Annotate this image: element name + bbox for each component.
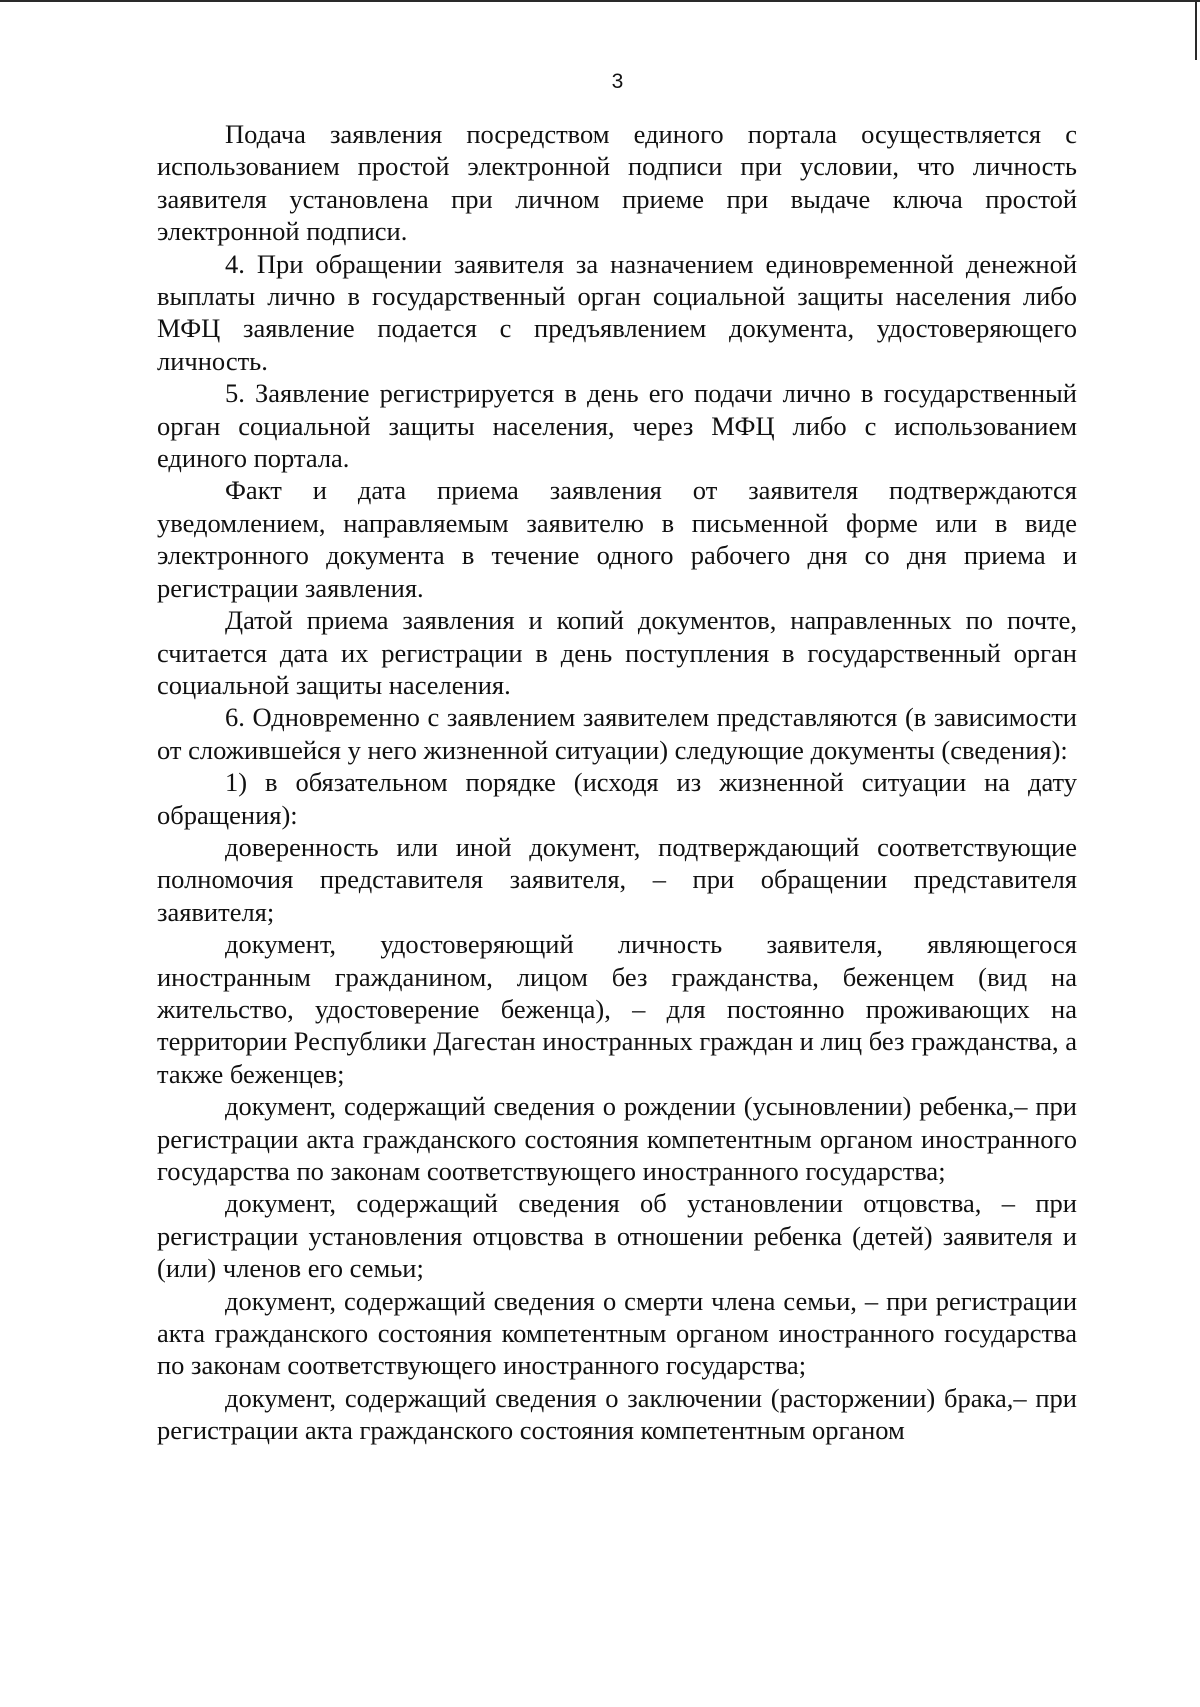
paragraph: документ, содержащий сведения о заключении (расторжении) брака,– при регистрации акта гражданского состояния компетентным органом [157, 1382, 1077, 1446]
paragraph: Факт и дата приема заявления от заявителя подтверждаются уведомлением, направляемым заявителю в письменной форме или в виде электронного документа в течение одного рабочего дня со дня приема и регистрации заявления. [157, 475, 1077, 603]
paragraph: 6. Одновременно с заявлением заявителем представляются (в зависимости от сложившейся у него жизненной ситуации) следующие документы (сведения): [157, 702, 1077, 765]
document-body [157, 118, 1077, 1447]
paragraph: 1) в обязательном порядке (исходя из жизненной ситуации на дату обращения): [157, 767, 1077, 830]
scan-top-edge [0, 0, 1200, 2]
paragraph: документ, содержащий сведения о рождении (усыновлении) ребенка,– при регистрации акта гражданского состояния компетентным органом иностранного государства по законам соответствующего иностранного государства; [157, 1091, 1077, 1186]
paragraph: Подача заявления посредством единого портала осуществляется с использованием простой электронной подписи при условии, что личность заявителя установлена при личном приеме при выдаче ключа простой электронной подписи. [157, 119, 1077, 247]
paragraph: документ, удостоверяющий личность заявителя, являющегося иностранным гражданином, лицом без гражданства, беженцем (вид на жительство, удостоверение беженца), – для постоянно проживающих на территории Республики Дагестан иностранных граждан и лиц без гражданства, а также беженцев; [157, 929, 1077, 1089]
paragraph: документ, содержащий сведения об установлении отцовства, – при регистрации установления отцовства в отношении ребенка (детей) заявителя и (или) членов его семьи; [157, 1188, 1077, 1284]
paragraph: 4. При обращении заявителя за назначением единовременной денежной выплаты лично в государственный орган социальной защиты населения либо МФЦ заявление подается с предъявлением документа, удостоверяющего личность. [157, 248, 1077, 376]
paragraph: 5. Заявление регистрируется в день его подачи лично в государственный орган социальной защиты населения, через МФЦ либо с использованием единого портала. [157, 378, 1077, 474]
scan-right-edge [1195, 0, 1197, 60]
paragraph: документ, содержащий сведения о смерти члена семьи, – при регистрации акта гражданского состояния компетентным органом иностранного государства по законам соответствующего иностранного государства; [157, 1285, 1077, 1381]
page-number: 3 [611, 70, 624, 93]
paragraph: доверенность или иной документ, подтверждающий соответствующие полномочия представителя заявителя, – при обращении представителя заявителя; [157, 831, 1077, 927]
paragraph: Датой приема заявления и копий документов, направленных по почте, считается дата их регистрации в день поступления в государственный орган социальной защиты населения. [157, 605, 1077, 700]
